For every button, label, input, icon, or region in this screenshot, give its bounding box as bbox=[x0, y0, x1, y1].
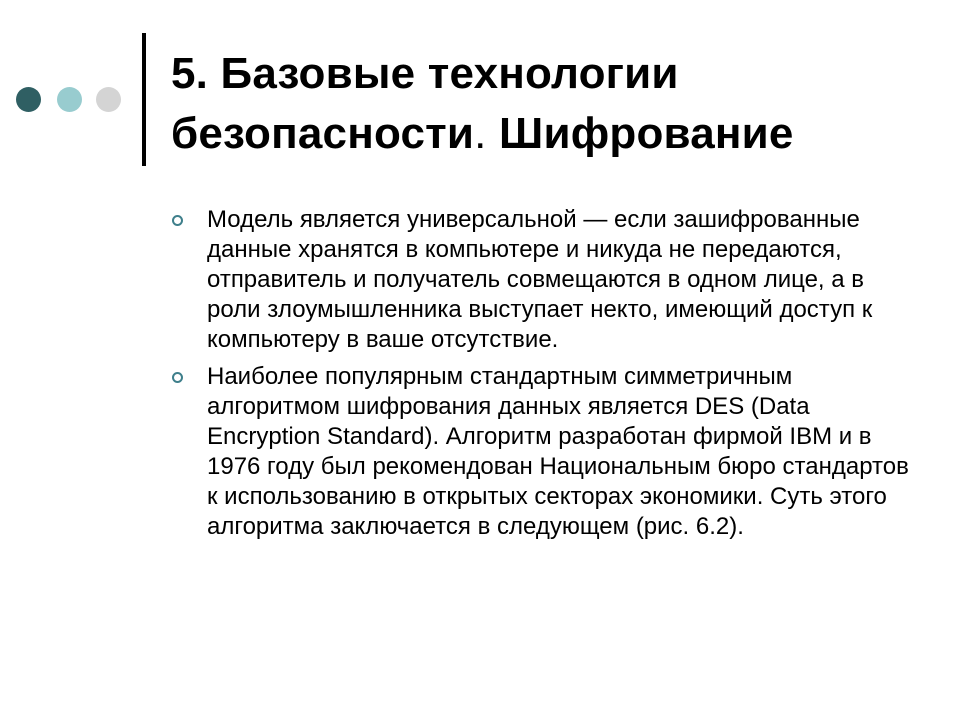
slide-title bbox=[171, 44, 931, 164]
bullet-text: Модель является универсальной — если зашифрованные данные хранятся в компьютере и никуда не передаются, отправитель и получатель совмещаются в одном лице, а в роли злоумышленника выступает некто, имеющий доступ к компьютеру в ваше отсутствие. bbox=[207, 206, 873, 353]
ring-bullet-icon bbox=[172, 372, 183, 383]
decorative-dots bbox=[16, 87, 126, 113]
bullet-text: Наиболее популярным стандартным симметричным алгоритмом шифрования данных является DES (Data Encryption Standard). Алгоритм разработан фирмой IBM и в 1976 году был рекомендован Национальным бюро стандартов к использованию в открытых секторах экономики. Суть этого алгоритма заключается в следующем (рис. 6.2). bbox=[207, 363, 909, 540]
dark-teal-dot-icon bbox=[16, 87, 41, 112]
bullet-item bbox=[172, 205, 912, 355]
gray-dot-icon bbox=[96, 87, 121, 112]
slide-bullet-list bbox=[172, 205, 912, 549]
slide-title-line2-period: . bbox=[474, 109, 500, 158]
light-teal-dot-icon bbox=[57, 87, 82, 112]
slide-title-line2-part-b: Шифрование bbox=[499, 109, 794, 158]
slide-title-line2-part-a: безопасности bbox=[171, 109, 475, 158]
title-divider-line bbox=[142, 33, 146, 166]
bullet-item bbox=[172, 362, 912, 542]
slide-title-line1: 5. Базовые технологии bbox=[171, 49, 679, 98]
ring-bullet-icon bbox=[172, 215, 183, 226]
